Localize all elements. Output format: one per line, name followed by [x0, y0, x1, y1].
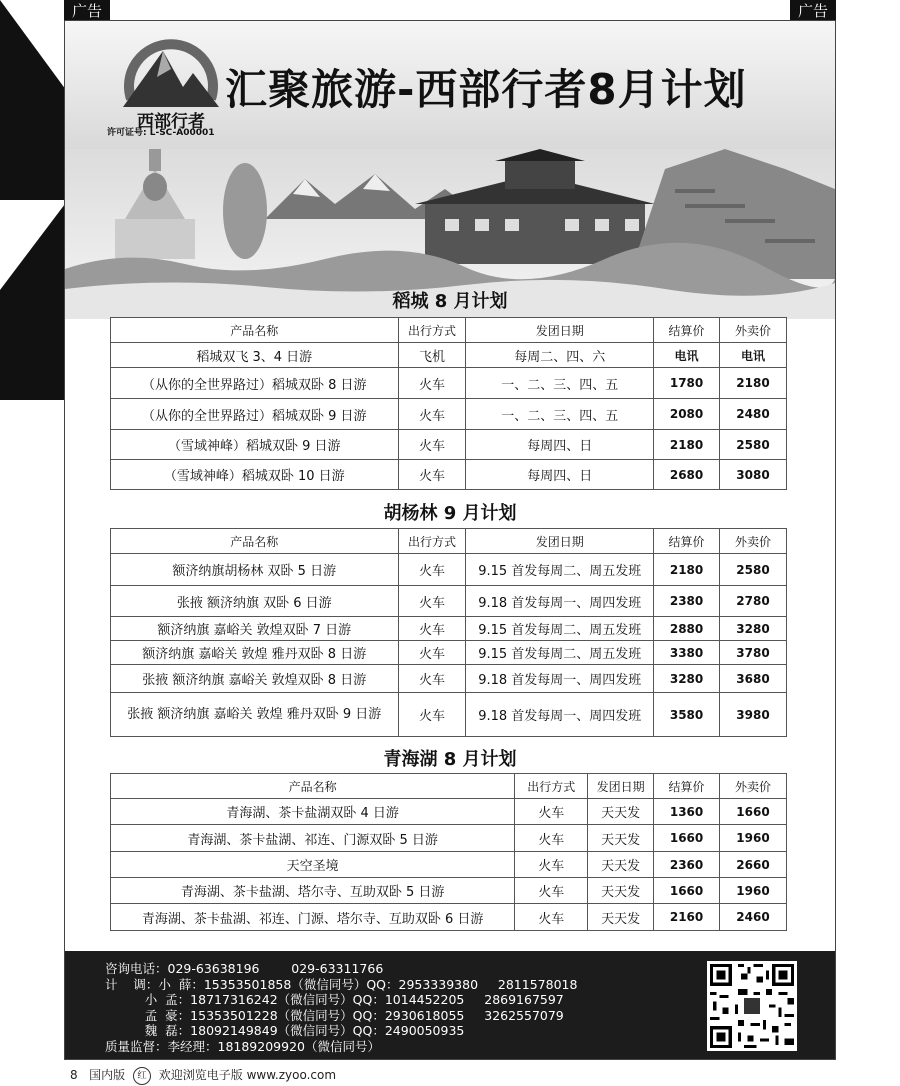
- section-title-huyanglin: 胡杨林 9 月计划: [383, 503, 517, 524]
- retail-price: 2580: [720, 554, 787, 586]
- table-row: [111, 799, 787, 825]
- table-row: [111, 586, 787, 617]
- contact-line: 孟 豪：15353501228（微信同号）QQ：2930618055 3262557079: [105, 1007, 564, 1023]
- depart-date: 天天发: [588, 852, 654, 878]
- col-header: 出行方式: [398, 318, 466, 343]
- contact-line: 小 孟：18717316242（微信同号）QQ：1014452205 2869167597: [105, 992, 564, 1007]
- depart-date: 9.18 首发每周一、周四发班: [466, 665, 654, 693]
- transport: 火车: [515, 904, 588, 931]
- section-title-daocheng: 稻城 8 月计划: [392, 291, 508, 312]
- retail-price: 1960: [720, 878, 787, 904]
- page-title: 汇聚旅游-西部行者8月计划: [225, 65, 747, 114]
- col-header: 外卖价: [720, 774, 787, 799]
- side-char: 行: [843, 767, 861, 788]
- table-header-row: [111, 774, 787, 799]
- retail-price: 2580: [720, 430, 787, 460]
- side-char: 部: [843, 746, 861, 767]
- product-name: 张掖 额济纳旗 嘉峪关 敦煌 雅丹双卧 9 日游: [111, 693, 399, 737]
- col-header: 外卖价: [720, 318, 787, 343]
- table-row: [111, 693, 787, 737]
- retail-price: 3980: [720, 693, 787, 737]
- retail-price: 1960: [720, 825, 787, 852]
- side-char: 西: [843, 725, 861, 746]
- product-name: 青海湖、茶卡盐湖、祁连、门源双卧 5 日游: [111, 825, 515, 852]
- table-row: [111, 904, 787, 931]
- transport: 火车: [398, 586, 466, 617]
- table-row: [111, 399, 787, 430]
- col-header: 出行方式: [515, 774, 588, 799]
- settle-price: 2680: [654, 460, 720, 490]
- contact-line: 计 调：小 薛：15353501858（微信同号）QQ：2953339380 2811578018: [105, 976, 578, 992]
- settle-price: 2160: [654, 904, 720, 931]
- col-header: 结算价: [654, 774, 720, 799]
- depart-date: 天天发: [588, 825, 654, 852]
- product-name: （雪域神峰）稻城双卧 10 日游: [111, 460, 399, 490]
- transport: 火车: [398, 617, 466, 641]
- transport: 火车: [515, 825, 588, 852]
- depart-date: 一、二、三、四、五: [466, 399, 654, 430]
- red-badge-icon: 红: [133, 1067, 151, 1085]
- settle-price: 3380: [654, 641, 720, 665]
- product-name: 青海湖、茶卡盐湖、塔尔寺、互助双卧 5 日游: [111, 878, 515, 904]
- retail-price: 3680: [720, 665, 787, 693]
- table-row: [111, 343, 787, 368]
- settle-price: 3280: [654, 665, 720, 693]
- license-number: 许可证号: L-SC-A00001: [107, 128, 215, 138]
- product-name: 青海湖、茶卡盐湖双卧 4 日游: [111, 799, 515, 825]
- edition-label: 国内版: [89, 1068, 126, 1082]
- product-name: 额济纳旗胡杨林 双卧 5 日游: [111, 554, 399, 586]
- depart-date: 9.15 首发每周二、周五发班: [466, 641, 654, 665]
- section-title-qinghaihu: 青海湖 8 月计划: [383, 749, 517, 770]
- page-footer-bar: [70, 1066, 336, 1085]
- col-header: 发团日期: [466, 318, 654, 343]
- side-vertical-label: [842, 725, 862, 809]
- product-name: 额济纳旗 嘉峪关 敦煌双卧 7 日游: [111, 617, 399, 641]
- table-row: [111, 430, 787, 460]
- right-decor-shape: [0, 200, 68, 400]
- huyanglin-table: [110, 528, 787, 737]
- settle-price: 2180: [654, 554, 720, 586]
- table-header-row: [111, 318, 787, 343]
- table-row: [111, 617, 787, 641]
- product-name: 张掖 额济纳旗 双卧 6 日游: [111, 586, 399, 617]
- retail-price: 2780: [720, 586, 787, 617]
- retail-price: 3080: [720, 460, 787, 490]
- table-row: [111, 641, 787, 665]
- depart-date: 每周四、日: [466, 460, 654, 490]
- retail-price: 2460: [720, 904, 787, 931]
- table-row: [111, 825, 787, 852]
- depart-date: 天天发: [588, 878, 654, 904]
- product-name: （从你的全世界路过）稻城双卧 8 日游: [111, 368, 399, 399]
- table-header-row: [111, 529, 787, 554]
- settle-price: 2380: [654, 586, 720, 617]
- depart-date: 9.18 首发每周一、周四发班: [466, 586, 654, 617]
- settle-price: 1660: [654, 825, 720, 852]
- left-decor-shape: [0, 0, 66, 200]
- depart-date: 每周四、日: [466, 430, 654, 460]
- table-row: [111, 368, 787, 399]
- contact-line: 咨询电话：029-63638196 029-63311766: [105, 961, 384, 976]
- transport: 火车: [515, 852, 588, 878]
- product-name: 稻城双飞 3、4 日游: [111, 343, 399, 368]
- ad-frame: [64, 20, 836, 1060]
- product-name: 天空圣境: [111, 852, 515, 878]
- qinghaihu-table: [110, 773, 787, 931]
- website-link[interactable]: 欢迎浏览电子版 www.zyoo.com: [158, 1068, 337, 1082]
- col-header: 产品名称: [111, 318, 399, 343]
- retail-price: 2180: [720, 368, 787, 399]
- col-header: 发团日期: [588, 774, 654, 799]
- contact-footer: [65, 951, 835, 1059]
- mountain-logo-icon: [101, 29, 241, 139]
- transport: 火车: [398, 460, 466, 490]
- retail-price: 电讯: [720, 343, 787, 368]
- settle-price: 2360: [654, 852, 720, 878]
- settle-price: 2180: [654, 430, 720, 460]
- settle-price: 2080: [654, 399, 720, 430]
- settle-price: 1780: [654, 368, 720, 399]
- col-header: 出行方式: [398, 529, 466, 554]
- transport: 火车: [398, 665, 466, 693]
- col-header: 产品名称: [111, 774, 515, 799]
- col-header: 结算价: [654, 529, 720, 554]
- qr-code-icon: [707, 961, 797, 1051]
- depart-date: 每周二、四、六: [466, 343, 654, 368]
- retail-price: 3280: [720, 617, 787, 641]
- side-char: 者: [843, 788, 861, 809]
- settle-price: 1360: [654, 799, 720, 825]
- product-name: （从你的全世界路过）稻城双卧 9 日游: [111, 399, 399, 430]
- contact-line: 魏 磊：18092149849（微信同号）QQ：2490050935: [105, 1023, 465, 1038]
- product-name: 张掖 额济纳旗 嘉峪关 敦煌双卧 8 日游: [111, 665, 399, 693]
- contact-line: 质量监督：李经理：18189209920（微信同号）: [105, 1038, 380, 1054]
- depart-date: 9.15 首发每周二、周五发班: [466, 554, 654, 586]
- product-name: 额济纳旗 嘉峪关 敦煌 雅丹双卧 8 日游: [111, 641, 399, 665]
- product-name: 青海湖、茶卡盐湖、祁连、门源、塔尔寺、互助双卧 6 日游: [111, 904, 515, 931]
- transport: 飞机: [398, 343, 466, 368]
- transport: 火车: [515, 878, 588, 904]
- product-name: （雪域神峰）稻城双卧 9 日游: [111, 430, 399, 460]
- retail-price: 2660: [720, 852, 787, 878]
- transport: 火车: [398, 399, 466, 430]
- depart-date: 天天发: [588, 904, 654, 931]
- transport: 火车: [398, 641, 466, 665]
- settle-price: 2880: [654, 617, 720, 641]
- svg-text:西部行者: 西部行者: [137, 112, 205, 132]
- depart-date: 9.15 首发每周二、周五发班: [466, 617, 654, 641]
- col-header: 外卖价: [720, 529, 787, 554]
- retail-price: 2480: [720, 399, 787, 430]
- col-header: 发团日期: [466, 529, 654, 554]
- table-row: [111, 554, 787, 586]
- page-number: 8: [70, 1068, 78, 1082]
- transport: 火车: [398, 430, 466, 460]
- table-row: [111, 852, 787, 878]
- ad-label-right: 广告: [790, 0, 836, 22]
- settle-price: 电讯: [654, 343, 720, 368]
- settle-price: 1660: [654, 878, 720, 904]
- retail-price: 1660: [720, 799, 787, 825]
- depart-date: 9.18 首发每周一、周四发班: [466, 693, 654, 737]
- contact-list: [105, 961, 577, 1054]
- settle-price: 3580: [654, 693, 720, 737]
- transport: 火车: [398, 368, 466, 399]
- header-banner: [65, 21, 835, 150]
- transport: 火车: [515, 799, 588, 825]
- table-row: [111, 460, 787, 490]
- depart-date: 天天发: [588, 799, 654, 825]
- table-row: [111, 665, 787, 693]
- daocheng-table: [110, 317, 787, 490]
- transport: 火车: [398, 554, 466, 586]
- retail-price: 3780: [720, 641, 787, 665]
- transport: 火车: [398, 693, 466, 737]
- depart-date: 一、二、三、四、五: [466, 368, 654, 399]
- col-header: 产品名称: [111, 529, 399, 554]
- table-row: [111, 878, 787, 904]
- ad-label-left: 广告: [64, 0, 110, 22]
- col-header: 结算价: [654, 318, 720, 343]
